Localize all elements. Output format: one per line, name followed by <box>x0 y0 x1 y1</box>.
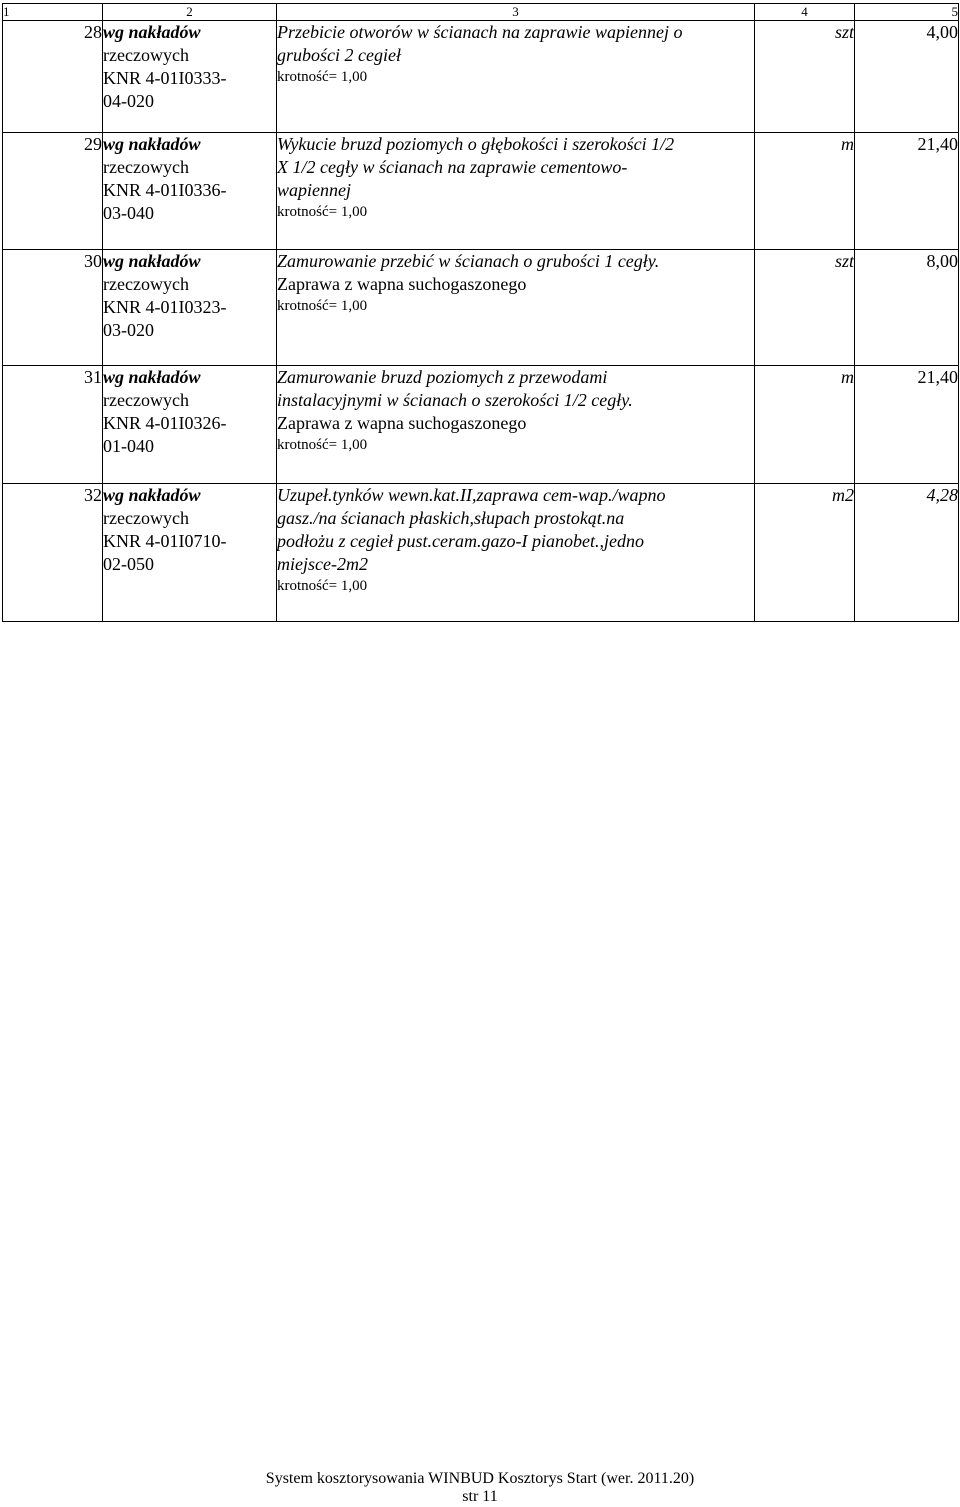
description-line: Zamurowanie bruzd poziomych z przewodami <box>277 367 608 387</box>
table-row <box>3 484 959 622</box>
basis-sub-label: rzeczowych <box>103 45 189 65</box>
item-unit: szt <box>755 21 855 133</box>
multiplier: krotność= 1,00 <box>277 437 368 453</box>
item-description <box>277 366 755 484</box>
item-description <box>277 484 755 622</box>
column-header-3: 3 <box>277 4 755 21</box>
basis-code-line: KNR 4-01I0333- <box>103 68 227 88</box>
description-line: Przebicie otworów w ścianach na zaprawie wapiennej o <box>277 22 683 42</box>
item-description <box>277 21 755 133</box>
table-row <box>3 21 959 133</box>
basis-code-line: 03-020 <box>103 320 154 340</box>
basis-label: wg nakładów <box>103 22 201 42</box>
description-line: Uzupeł.tynków wewn.kat.II,zaprawa cem-wap./wapno <box>277 485 666 505</box>
basis-sub-label: rzeczowych <box>103 274 189 294</box>
item-basis <box>103 250 277 366</box>
item-quantity: 8,00 <box>855 250 959 366</box>
description-line: gasz./na ścianach płaskich,słupach prostokąt.na <box>277 508 625 528</box>
item-unit: m <box>755 366 855 484</box>
item-unit: m2 <box>755 484 855 622</box>
item-unit: szt <box>755 250 855 366</box>
description-line: podłożu z cegieł pust.ceram.gazo-I pianobet.,jedno <box>277 531 644 551</box>
basis-label: wg nakładów <box>103 367 201 387</box>
description-line: X 1/2 cegły w ścianach na zaprawie cementowo- <box>277 157 628 177</box>
item-quantity: 4,00 <box>855 21 959 133</box>
basis-code-line: KNR 4-01I0323- <box>103 297 227 317</box>
basis-code-line: KNR 4-01I0710- <box>103 531 227 551</box>
item-description <box>277 133 755 250</box>
column-header-2: 2 <box>103 4 277 21</box>
item-basis <box>103 366 277 484</box>
basis-code-line: 04-020 <box>103 91 154 111</box>
column-header-1: 1 <box>3 4 103 21</box>
table-row <box>3 250 959 366</box>
footer-system-name: System kosztorysowania WINBUD Kosztorys Start (wer. 2011.20) <box>265 1470 695 1487</box>
basis-sub-label: rzeczowych <box>103 508 189 528</box>
item-unit: m <box>755 133 855 250</box>
column-header-4: 4 <box>755 4 855 21</box>
item-description <box>277 250 755 366</box>
item-quantity: 21,40 <box>855 133 959 250</box>
basis-code-line: KNR 4-01I0326- <box>103 413 227 433</box>
basis-code-line: 02-050 <box>103 554 154 574</box>
item-quantity: 21,40 <box>855 366 959 484</box>
item-basis <box>103 21 277 133</box>
description-line: miejsce-2m2 <box>277 554 368 574</box>
basis-code-line: 03-040 <box>103 203 154 223</box>
description-extra: Zaprawa z wapna suchogaszonego <box>277 274 527 294</box>
basis-label: wg nakładów <box>103 251 201 271</box>
basis-label: wg nakładów <box>103 134 201 154</box>
column-header-5: 5 <box>855 4 959 21</box>
basis-label: wg nakładów <box>103 485 201 505</box>
item-number: 32 <box>3 484 103 622</box>
item-basis <box>103 133 277 250</box>
item-number: 31 <box>3 366 103 484</box>
item-basis <box>103 484 277 622</box>
column-number-row <box>3 4 959 21</box>
description-line: wapiennej <box>277 180 351 200</box>
item-number: 28 <box>3 21 103 133</box>
multiplier: krotność= 1,00 <box>277 204 368 220</box>
description-line: instalacyjnymi w ścianach o szerokości 1/2 cegły. <box>277 390 633 410</box>
description-line: grubości 2 cegieł <box>277 45 401 65</box>
table-row <box>3 366 959 484</box>
description-extra: Zaprawa z wapna suchogaszonego <box>277 413 527 433</box>
basis-sub-label: rzeczowych <box>103 157 189 177</box>
basis-code-line: KNR 4-01I0336- <box>103 180 227 200</box>
basis-code-line: 01-040 <box>103 436 154 456</box>
basis-sub-label: rzeczowych <box>103 390 189 410</box>
multiplier: krotność= 1,00 <box>277 578 368 594</box>
item-number: 29 <box>3 133 103 250</box>
item-number: 30 <box>3 250 103 366</box>
multiplier: krotność= 1,00 <box>277 69 368 85</box>
table-row <box>3 133 959 250</box>
footer-page-number: str 11 <box>462 1488 498 1505</box>
description-line: Zamurowanie przebić w ścianach o grubości 1 cegły. <box>277 251 660 271</box>
cost-estimate-table <box>2 3 959 622</box>
description-line: Wykucie bruzd poziomych o głębokości i szerokości 1/2 <box>277 134 675 154</box>
multiplier: krotność= 1,00 <box>277 298 368 314</box>
item-quantity: 4,28 <box>855 484 959 622</box>
